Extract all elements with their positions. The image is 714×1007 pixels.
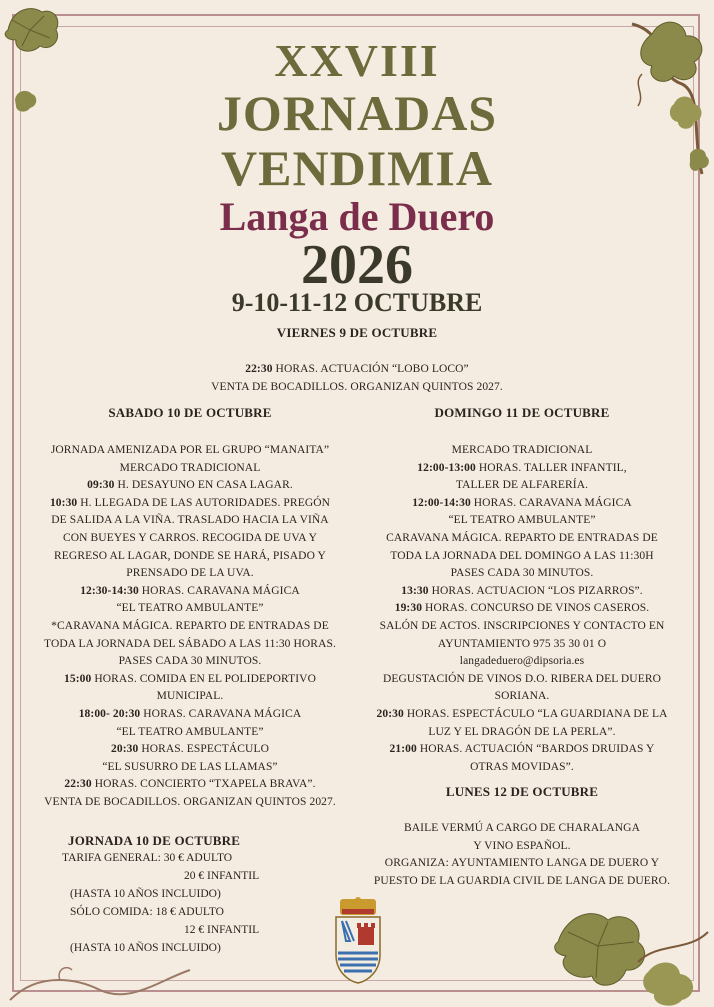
sabado-line-text: “EL TEATRO AMBULANTE”: [116, 725, 264, 738]
lunes-line-text: BAILE VERMÚ A CARGO DE CHARALANGA: [404, 822, 640, 834]
domingo-line-text: langadeduero@dipsoria.es: [459, 655, 585, 668]
domingo-line-text: HORAS. CONCURSO DE VINOS CASEROS.: [422, 602, 650, 615]
sabado-line-text: “EL TEATRO AMBULANTE”: [116, 602, 264, 615]
sabado-line: [20, 565, 360, 583]
domingo-line-time: 13:30: [401, 584, 429, 597]
lunes-line: [350, 855, 694, 873]
sabado-line-text: HORAS. CARAVANA MÁGICA: [138, 584, 300, 597]
domingo-line: [355, 636, 689, 654]
sabado-line-text: HORAS. CONCIERTO “TXAPELA BRAVA”.: [91, 778, 316, 791]
sabado-line: [20, 759, 360, 777]
domingo-line-text: AYUNTAMIENTO 975 35 30 01 O: [437, 637, 607, 650]
domingo-line-time: 12:00-13:00: [417, 461, 476, 474]
domingo-line-text: HORAS. ESPECTÁCULO “LA GUARDIANA DE LA: [403, 707, 668, 720]
domingo-line-text: SALÓN DE ACTOS. INSCRIPCIONES Y CONTACTO EN: [379, 619, 665, 632]
domingo-line: [355, 512, 689, 530]
sabado-line-text: DE SALIDA A LA VIÑA. TRASLADO HACIA LA VIÑA: [51, 514, 329, 527]
price-food-note: (HASTA 10 AÑOS INCLUIDO): [70, 942, 221, 954]
lunes-line-text: Y VINO ESPAÑOL.: [473, 839, 571, 852]
domingo-line-text: LUZ Y EL DRAGÓN DE LA PERLA”.: [428, 725, 616, 738]
viernes-line: [0, 361, 714, 379]
sabado-line: [20, 495, 360, 513]
sabado-line: [20, 653, 360, 671]
domingo-line: [355, 741, 689, 759]
sabado-line-text: JORNADA AMENIZADA POR EL GRUPO “MANAITA”: [50, 444, 330, 456]
heading-sabado: SABADO 10 DE OCTUBRE: [108, 405, 272, 420]
domingo-line: [355, 477, 689, 495]
lunes-line: [350, 820, 694, 838]
domingo-line: [355, 671, 689, 689]
sabado-line-time: 22:30: [64, 778, 92, 791]
domingo-line: [355, 548, 689, 566]
viernes-program: [0, 361, 714, 396]
domingo-line-text: OTRAS MOVIDAS”.: [470, 760, 574, 773]
sabado-line-time: 10:30: [49, 496, 78, 509]
domingo-line-text: MERCADO TRADICIONAL: [451, 444, 593, 456]
domingo-line-text: HORAS. ACTUACIÓN “BARDOS DRUIDAS Y: [416, 743, 655, 756]
domingo-line: [355, 565, 689, 583]
domingo-line: [355, 583, 689, 601]
title-dates: 9-10-11-12 OCTUBRE: [231, 288, 483, 317]
price-food-adult: SÓLO COMIDA: 18 € ADULTO: [70, 906, 224, 918]
sabado-line: [20, 741, 360, 759]
domingo-line-time: 12:00-14:30: [412, 496, 471, 509]
sabado-line: [20, 477, 360, 495]
domingo-line-text: HORAS. TALLER INFANTIL,: [475, 461, 627, 474]
sabado-line: [20, 583, 360, 601]
heading-domingo: DOMINGO 11 DE OCTUBRE: [434, 405, 610, 420]
edition-number: XXVIII: [274, 35, 440, 86]
town-coat-of-arms-icon: [332, 897, 384, 985]
sabado-line: [20, 724, 360, 742]
sabado-line-text: *CARAVANA MÁGICA. REPARTO DE ENTRADAS DE: [51, 619, 329, 632]
title-jornadas: JORNADAS: [216, 85, 498, 141]
domingo-line: [355, 759, 689, 777]
sabado-line-text: HORAS. COMIDA EN EL POLIDEPORTIVO: [91, 672, 316, 685]
heading-jornada: JORNADA 10 DE OCTUBRE: [68, 833, 241, 848]
sabado-line-text: PASES CADA 30 MINUTOS.: [118, 655, 262, 668]
sabado-line-text: HORAS. ESPECTÁCULO: [138, 743, 269, 756]
sabado-line-text: VENTA DE BOCADILLOS. ORGANIZAN QUINTOS 2027.: [44, 795, 336, 808]
domingo-line-text: TODA LA JORNADA DEL DOMINGO A LAS 11:30H: [390, 549, 654, 562]
domingo-line: [355, 618, 689, 636]
domingo-line-text: SORIANA.: [494, 690, 550, 703]
domingo-line-time: 19:30: [394, 602, 423, 615]
domingo-line: [355, 706, 689, 724]
domingo-line: [355, 600, 689, 618]
sabado-line: [20, 636, 360, 654]
heading-viernes: VIERNES 9 DE OCTUBRE: [276, 325, 438, 340]
sabado-line: [20, 530, 360, 548]
sabado-line: [20, 442, 360, 460]
viernes-line-text: HORAS. ACTUACIÓN “LOBO LOCO”: [272, 363, 469, 375]
price-general-note: (HASTA 10 AÑOS INCLUIDO): [70, 888, 221, 900]
price-general-child: 20 € INFANTIL: [184, 870, 260, 882]
viernes-line-time: 22:30: [245, 363, 273, 375]
domingo-line: [355, 688, 689, 706]
domingo-line: [355, 442, 689, 460]
price-food-child: 12 € INFANTIL: [184, 924, 260, 936]
sabado-line-text: “EL SUSURRO DE LAS LLAMAS”: [102, 760, 278, 773]
domingo-line-text: CARAVANA MÁGICA. REPARTO DE ENTRADAS DE: [386, 531, 658, 544]
domingo-line-text: TALLER DE ALFARERÍA.: [455, 479, 589, 492]
sabado-line: [20, 794, 360, 812]
title-place: Langa de Duero: [219, 194, 495, 239]
sabado-line-time: 20:30: [111, 743, 139, 756]
sabado-line: [20, 600, 360, 618]
domingo-line: [355, 495, 689, 513]
sabado-line-time: 18:00- 20:30: [78, 707, 141, 720]
domingo-line-time: 21:00: [389, 743, 417, 756]
sabado-line-time: 12:30-14:30: [80, 584, 139, 597]
domingo-line: [355, 653, 689, 671]
sabado-line: [20, 618, 360, 636]
sabado-line: [20, 512, 360, 530]
domingo-line-text: HORAS. CARAVANA MÁGICA: [470, 496, 632, 509]
heading-lunes: LUNES 12 DE OCTUBRE: [445, 784, 599, 799]
sabado-line-text: PRENSADO DE LA UVA.: [126, 567, 254, 580]
domingo-program: [355, 442, 689, 776]
domingo-line-text: DEGUSTACIÓN DE VINOS D.O. RIBERA DEL DUERO: [383, 672, 661, 685]
domingo-line-text: HORAS. ACTUACION “LOS PIZARROS”.: [428, 584, 643, 597]
sabado-line: [20, 460, 360, 478]
domingo-line-text: PASES CADA 30 MINUTOS.: [450, 567, 594, 580]
sabado-line-text: REGRESO AL LAGAR, DONDE SE HARÁ, PISADO Y: [54, 549, 326, 562]
lunes-line-text: ORGANIZA: AYUNTAMIENTO LANGA DE DUERO Y: [384, 857, 660, 870]
lunes-program: [350, 820, 694, 890]
sabado-line-text: CON BUEYES Y CARROS. RECOGIDA DE UVA Y: [62, 531, 318, 544]
sabado-line-text: MERCADO TRADICIONAL: [119, 461, 261, 474]
sabado-line-text: HORAS. CARAVANA MÁGICA: [140, 707, 302, 720]
sabado-program: [20, 442, 360, 811]
sabado-line: [20, 548, 360, 566]
lunes-line: [350, 838, 694, 856]
sabado-line-text: H. DESAYUNO EN CASA LAGAR.: [114, 479, 293, 492]
domingo-line: [355, 530, 689, 548]
domingo-line-text: “EL TEATRO AMBULANTE”: [448, 514, 596, 527]
title-vendimia: VENDIMIA: [221, 140, 493, 196]
domingo-line: [355, 460, 689, 478]
sabado-line-text: TODA LA JORNADA DEL SÁBADO A LAS 11:30 HORAS.: [44, 637, 336, 650]
sabado-line-time: 15:00: [64, 672, 92, 685]
lunes-line: [350, 873, 694, 891]
viernes-line: [0, 379, 714, 397]
sabado-line-time: 09:30: [87, 479, 115, 492]
sabado-line: [20, 688, 360, 706]
sabado-line-text: MUNICIPAL.: [156, 690, 224, 703]
sabado-line: [20, 671, 360, 689]
domingo-line: [355, 724, 689, 742]
vine-leaf-bottom-right-icon: [548, 902, 714, 1007]
price-general-adult: TARIFA GENERAL: 30 € ADULTO: [62, 852, 233, 864]
lunes-line-text: PUESTO DE LA GUARDIA CIVIL DE LANGA DE DUERO.: [373, 874, 671, 887]
title-year: 2026: [301, 234, 413, 296]
sabado-line: [20, 706, 360, 724]
sabado-line-text: H. LLEGADA DE LAS AUTORIDADES. PREGÓN: [77, 496, 331, 509]
vine-tendril-bottom-left-icon: [0, 950, 200, 1007]
sabado-line: [20, 776, 360, 794]
domingo-line-time: 20:30: [376, 707, 404, 720]
viernes-line-text: VENTA DE BOCADILLOS. ORGANIZAN QUINTOS 2027.: [211, 380, 503, 393]
